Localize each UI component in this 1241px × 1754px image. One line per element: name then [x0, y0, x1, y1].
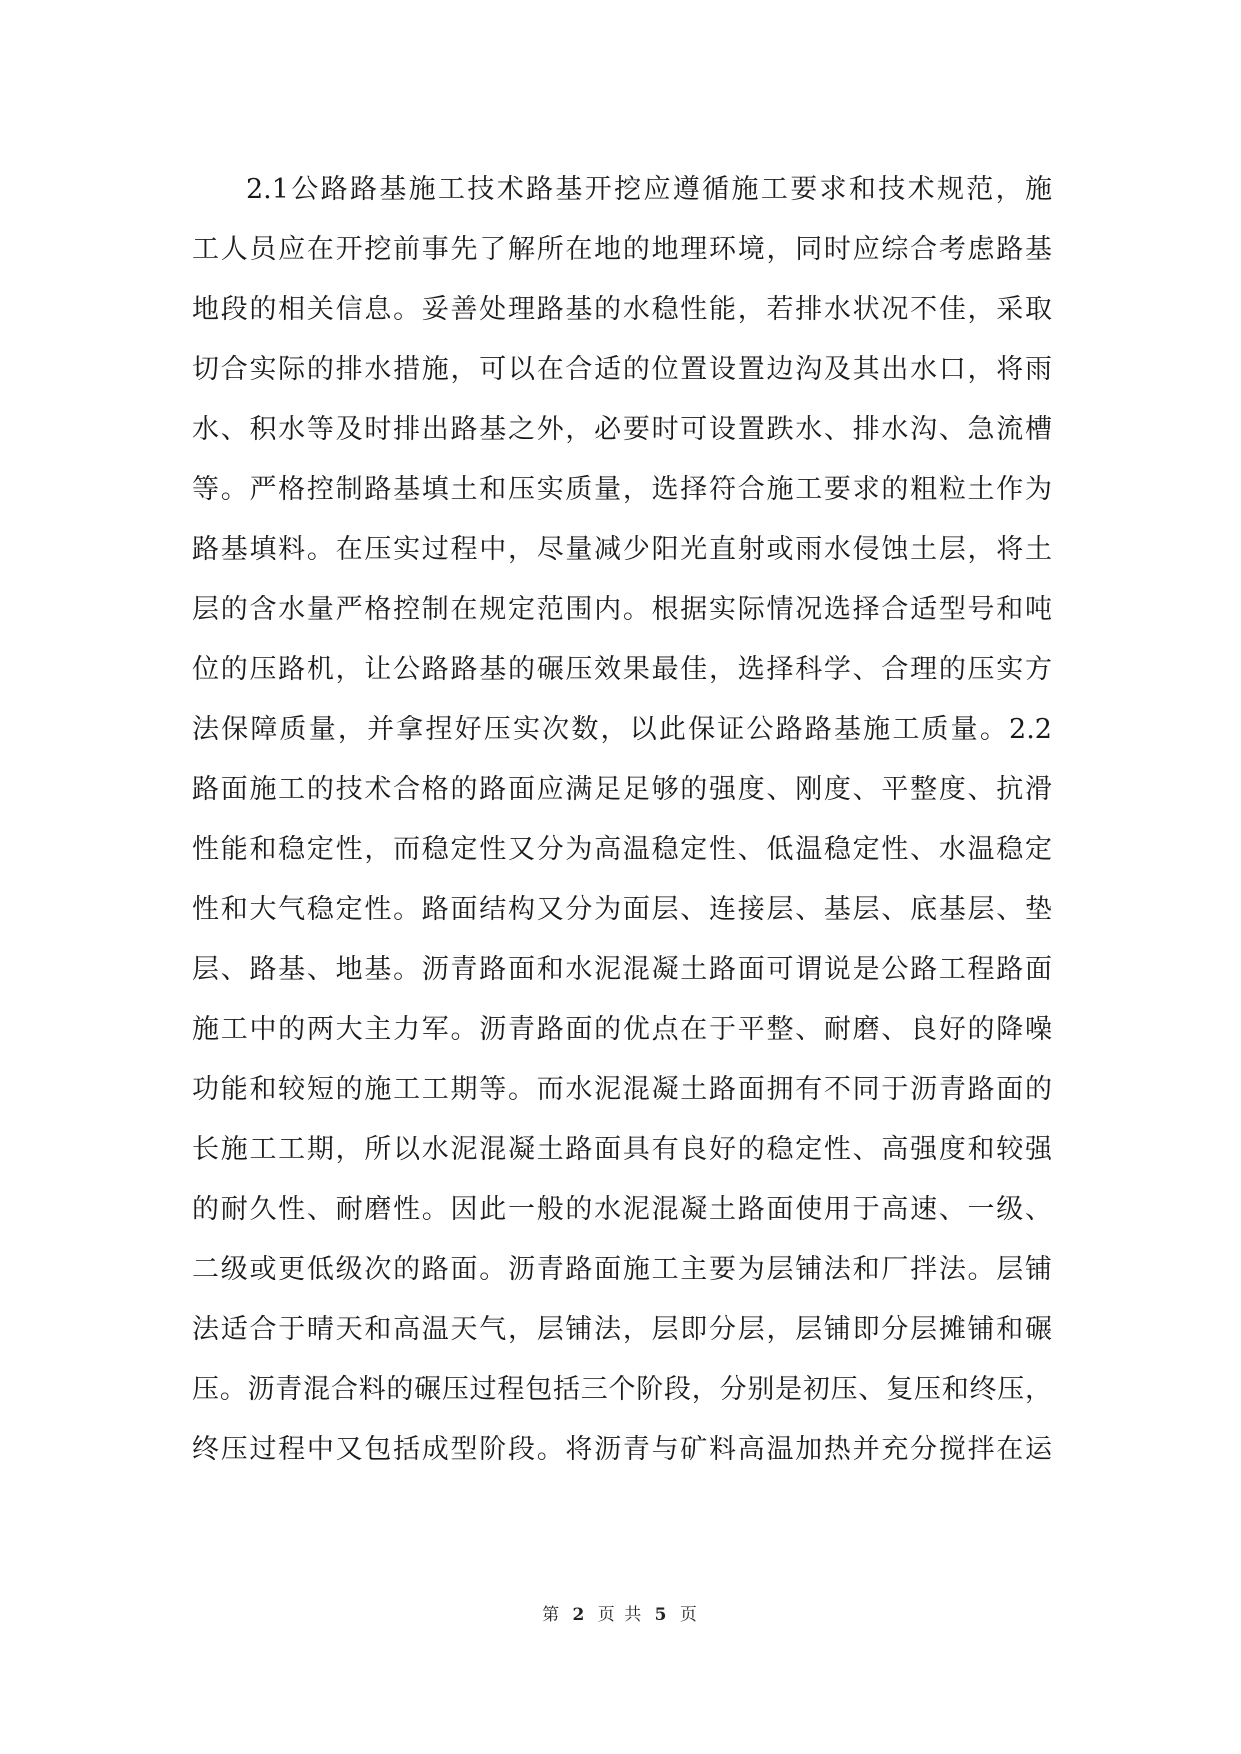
text-line: 层的含水量严格控制在规定范围内。根据实际情况选择合适型号和吨	[192, 594, 1052, 625]
text-line: 路基填料。在压实过程中，尽量减少阳光直射或雨水侵蚀土层，将土	[192, 534, 1052, 565]
page-footer	[0, 1600, 1241, 1625]
text-line: 施工中的两大主力军。沥青路面的优点在于平整、耐磨、良好的降噪	[192, 1014, 1052, 1045]
text-line: 地段的相关信息。妥善处理路基的水稳性能，若排水状况不佳，采取	[192, 294, 1052, 325]
text-line: 等。严格控制路基填土和压实质量，选择符合施工要求的粗粒土作为	[192, 474, 1052, 505]
text-line: 切合实际的排水措施，可以在合适的位置设置边沟及其出水口，将雨	[192, 354, 1052, 385]
footer-suffix: 页	[679, 1605, 699, 1625]
text-line: 性和大气稳定性。路面结构又分为面层、连接层、基层、底基层、垫	[192, 894, 1052, 925]
text-line: 工人员应在开挖前事先了解所在地的地理环境，同时应综合考虑路基	[192, 234, 1052, 265]
text-line: 性能和稳定性，而稳定性又分为高温稳定性、低温稳定性、水温稳定	[192, 834, 1052, 865]
total-pages-number: 5	[654, 1605, 669, 1625]
footer-middle: 页 共	[597, 1605, 644, 1625]
text-line: 位的压路机，让公路路基的碾压效果最佳，选择科学、合理的压实方	[192, 654, 1052, 685]
text-line: 二级或更低级次的路面。沥青路面施工主要为层铺法和厂拌法。层铺	[192, 1254, 1052, 1285]
text-line: 长施工工期，所以水泥混凝土路面具有良好的稳定性、高强度和较强	[192, 1134, 1052, 1165]
text-line: 功能和较短的施工工期等。而水泥混凝土路面拥有不同于沥青路面的	[192, 1074, 1052, 1105]
text-line: 法适合于晴天和高温天气，层铺法，层即分层，层铺即分层摊铺和碾	[192, 1314, 1052, 1345]
text-line: 法保障质量，并拿捏好压实次数，以此保证公路路基施工质量。2.2	[192, 714, 1052, 745]
footer-prefix: 第	[542, 1605, 562, 1625]
text-line: 压。沥青混合料的碾压过程包括三个阶段，分别是初压、复压和终压，	[192, 1374, 1052, 1405]
text-line: 路面施工的技术合格的路面应满足足够的强度、刚度、平整度、抗滑	[192, 774, 1052, 805]
text-line: 层、路基、地基。沥青路面和水泥混凝土路面可谓说是公路工程路面	[192, 954, 1052, 985]
text-line: 水、积水等及时排出路基之外，必要时可设置跌水、排水沟、急流槽	[192, 414, 1052, 445]
text-line: 的耐久性、耐磨性。因此一般的水泥混凝土路面使用于高速、一级、	[192, 1194, 1052, 1225]
current-page-number: 2	[572, 1605, 587, 1625]
text-line: 终压过程中又包括成型阶段。将沥青与矿料高温加热并充分搅拌在运	[192, 1434, 1052, 1465]
text-line: 2.1公路路基施工技术路基开挖应遵循施工要求和技术规范，施	[246, 174, 1052, 205]
body-paragraph	[192, 160, 1052, 1480]
